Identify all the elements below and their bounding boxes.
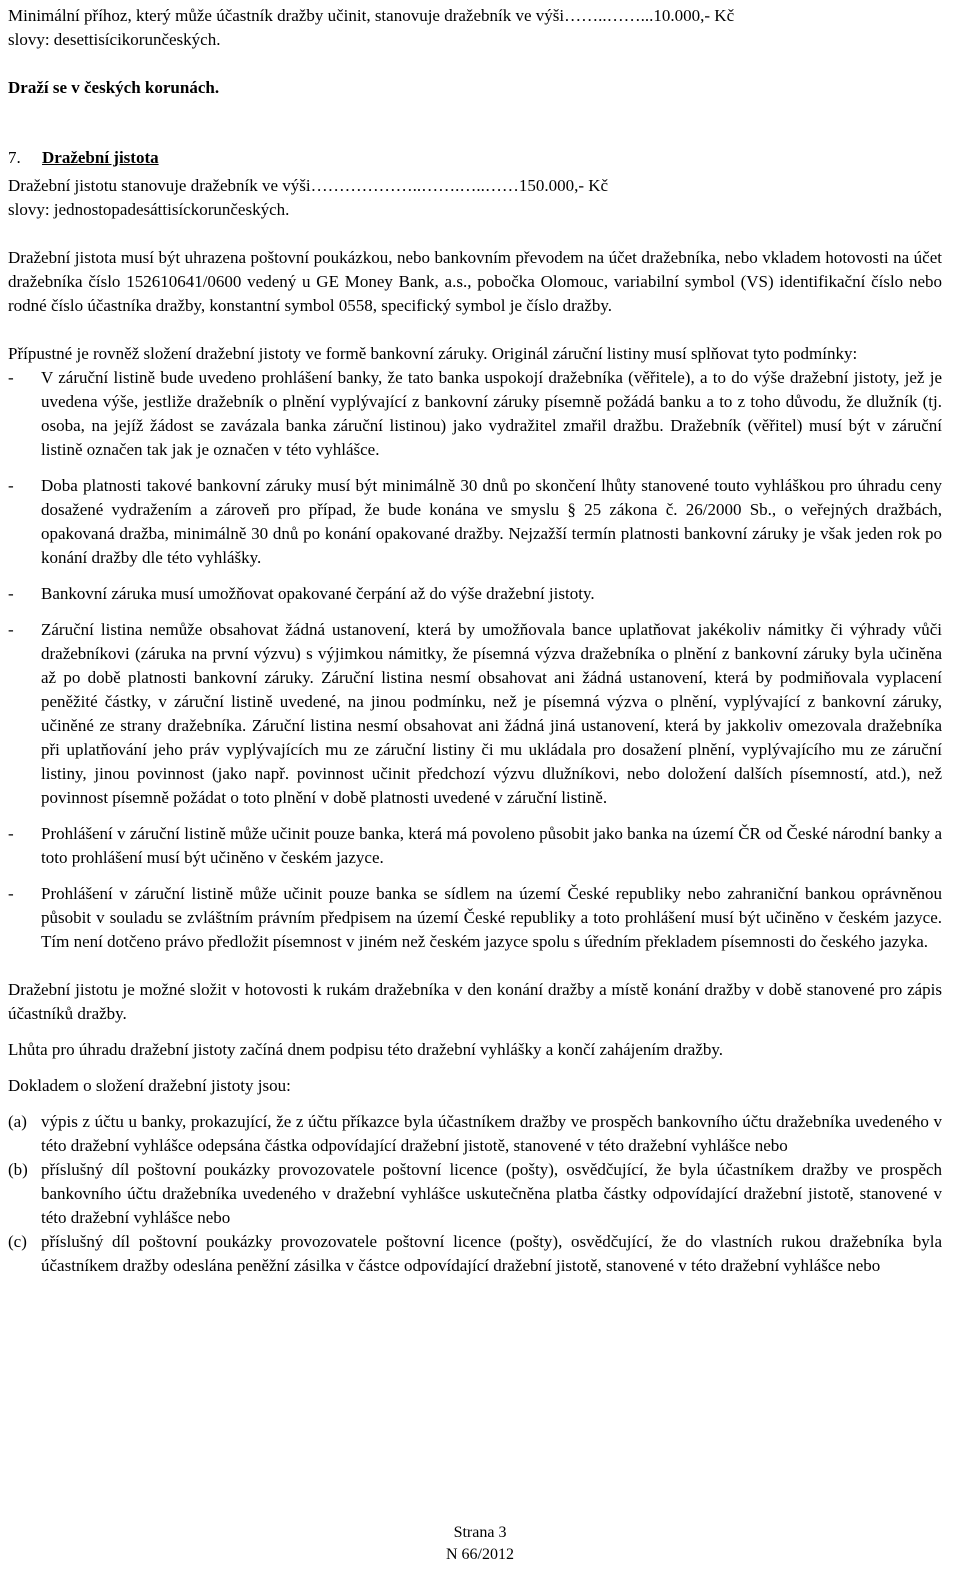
payment-paragraph: Dražební jistota musí být uhrazena poštovní poukázkou, nebo bankovním převodem na účet dražebníka, nebo vkladem hotovosti na účet dražebníka číslo 152610641/0600 vedený u GE Money Bank, a.s., pobočka Olomouc, variabilní symbol (VS) identifikační číslo nebo rodné číslo účastníka dražby, konstantní symbol 0558, specifický symbol je číslo dražby.: [8, 248, 942, 315]
guarantee-intro: Přípustné je rovněž složení dražební jistoty ve formě bankovní záruky. Originál záruční listiny musí splňovat tyto podmínky:: [8, 344, 858, 363]
list-item: - Doba platnosti takové bankovní záruky musí být minimálně 30 dnů po skončení lhůty stanovené touto vyhláškou pro úhradu ceny dosažené vydražením a zároveň pro případ, že bude konána ve smyslu § 25 zákona č. 26/2000 Sb., o veřejných dražbách, opakovaná dražba, minimálně 30 dnů po konání opakované dražby. Nejzažší termín platnosti bankovní záruky je však jeden rok po konání dražby dle této vyhlášky.: [8, 476, 942, 567]
deadline-paragraph: Lhůta pro úhradu dražební jistoty začíná dnem podpisu této dražební vyhlášky a končí zahájením dražby.: [8, 1040, 724, 1059]
proof-list: [8, 1110, 942, 1278]
proof-intro: Dokladem o složení dražební jistoty jsou:: [8, 1076, 291, 1095]
list-item: (b) příslušný díl poštovní poukázky provozovatele poštovní licence (pošty), osvědčující, že byla účastníkem dražby ve prospěch bankovního účtu dražebníka uvedeného v dražební vyhlášce uskutečněna platba částky odpovídající dražební jistotě, stanovené v této dražební vyhlášce nebo: [8, 1160, 942, 1227]
jistota-amount-words: slovy: jednostopadesáttisíckorunčeských.: [8, 200, 290, 219]
list-item: - V záruční listině bude uvedeno prohlášení banky, že tato banka uspokojí dražebníka (věřitele), a to do výše dražební jistoty, jež je uvedena výše, jestliže dražebník o plnění vyplývající z bankovní záruky písemně požádá banku a to z toho důvodu, že dlužník (tj. osoba, na jejíž žádost se zavázala banka záruční listinou) jako vydražitel zmařil dražbu. Dražebník (věřitel) musí být v záruční listině označen tak jak je označen v této vyhlášce.: [8, 368, 942, 459]
list-item: - Prohlášení v záruční listině může učinit pouze banka se sídlem na území České republiky nebo zahraniční bankou oprávněnou působit v souladu se zvláštním právním předpisem na území České republiky a toto prohlášení musí být učiněno v českém jazyce. Tím není dotčeno právo předložit písemnost v jiném než českém jazyce spolu s úředním překladem písemnosti do českého jazyka.: [8, 884, 942, 951]
list-item: - Bankovní záruka musí umožňovat opakované čerpání až do výše dražební jistoty.: [8, 584, 595, 603]
list-item: (a) výpis z účtu u banky, prokazující, že z účtu příkazce byla účastníkem dražby ve prospěch bankovního účtu dražebníka uvedeného v této dražební vyhlášce odepsána částka odpovídající dražební jistotě, stanovené v této dražební vyhlášce nebo: [8, 1112, 942, 1155]
currency-note: Draží se v českých korunách.: [8, 78, 220, 97]
min-bid-line: Minimální příhoz, který může účastník dražby učinit, stanovuje dražebník ve výši……..……...10.000,- Kč: [8, 6, 735, 25]
list-item: - Záruční listina nemůže obsahovat žádná ustanovení, která by umožňovala bance uplatňovat jakékoliv námitky či výhrady vůči dražebníkovi (záruka na první výzvu) s výjimkou námitky, že písemná výzva dražebníka o plnění z bankovní záruky byla učiněna až po době platnosti bankovní záruky. Záruční listina nesmí obsahovat ani žádná ustanovení, která by podmiňovala vyplacení peněžité částky, v záruční listině uvedené, na jinou podmínku, než je písemná výzva o plnění, vyplývající z bankovní záruky, učiněné ze strany dražebníka. Záruční listina nesmí obsahovat ani žádná jiná ustanovení, která by jakkoliv omezovala dražebníka při uplatňování jeho práv vyplývajících mu ze záruční listiny či mu ukládala pro dosažení plnění, vyplývajícího mu ze záruční listiny, jinou povinnost (jako např. povinnost učinit předchozí výzvu dlužníkovi, nebo doložení dalších písemností, atd.), než povinnost písemně požádat o toto plnění v době platnosti uvedené v záruční listině.: [8, 620, 942, 807]
jistota-amount-line: Dražební jistotu stanovuje dražebník ve výši………………..…….…..……150.000,- Kč: [8, 176, 609, 195]
page-number: Strana 3: [453, 1524, 507, 1541]
list-item: - Prohlášení v záruční listině může učinit pouze banka, která má povoleno působit jako banka na území ČR od České národní banky a toto prohlášení musí být učiněno v českém jazyce.: [8, 824, 942, 867]
section-heading: [8, 146, 942, 170]
section-title: Dražební jistota: [42, 148, 159, 167]
min-bid-words: slovy: desettisícikorunčeských.: [8, 30, 221, 49]
section-number: 7.: [8, 148, 21, 167]
document-page: [8, 4, 942, 1278]
cash-paragraph: Dražební jistotu je možné složit v hotovosti k rukám dražebníka v den konání dražby a místě konání dražby v době stanovené pro zápis účastníků dražby.: [8, 980, 942, 1023]
guarantee-conditions-list: [8, 366, 942, 954]
page-footer: [0, 1522, 960, 1566]
list-item: (c) příslušný díl poštovní poukázky provozovatele poštovní licence (pošty), osvědčující, že do vlastních rukou dražebníka byla účastníkem dražby odeslána peněžní zásilka v částce odpovídající dražební jistotě, stanovené v této dražební vyhlášce nebo: [8, 1232, 942, 1275]
case-number: N 66/2012: [446, 1546, 514, 1563]
